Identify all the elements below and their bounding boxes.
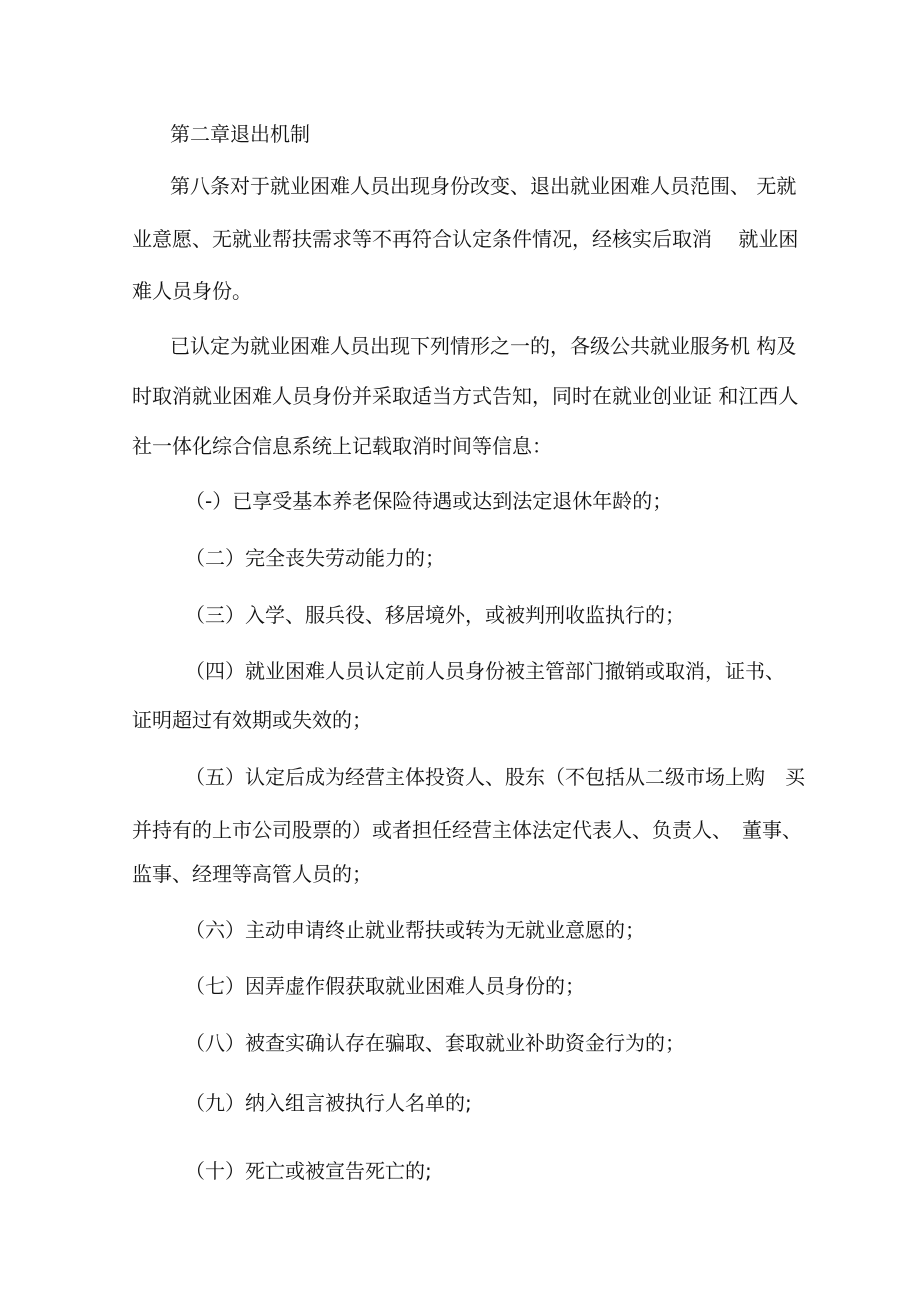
paragraph-line-1: 已认定为就业困难人员出现下列情形之一的，各级公共就业服务机 构及: [170, 334, 797, 358]
article-8-line-3: 难人员身份。: [132, 279, 252, 303]
list-item-1: （-）已享受基本养老保险待遇或达到法定退休年龄的；: [185, 489, 673, 513]
article-8-line-2: 业意愿、无就业帮扶需求等不再符合认定条件情况，经核实后取消 就业困: [132, 227, 799, 251]
list-item-3: （三）入学、服兵役、移居境外，或被判刑收监执行的；: [185, 603, 685, 627]
paragraph-line-2: 时取消就业困难人员身份并采取适当方式告知，同时在就业创业证 和江西人: [132, 384, 799, 408]
list-item-4-line-2: 证明超过有效期或失效的；: [132, 708, 372, 732]
list-item-7: （七）因弄虚作假获取就业困难人员身份的；: [185, 974, 585, 998]
chapter-heading: 第二章退出机制: [170, 122, 310, 146]
article-8-line-1: 第八条对于就业困难人员出现身份改变、退出就业困难人员范围、 无就: [170, 174, 797, 198]
list-item-9: （九）纳入组言被执行人名单的;: [185, 1091, 472, 1115]
paragraph-line-3: 社一体化综合信息系统上记载取消时间等信息：: [132, 434, 552, 458]
list-item-5-line-1: （五）认定后成为经营主体投资人、股东（不包括从二级市场上购 买: [185, 765, 805, 789]
list-item-10: （十）死亡或被宣告死亡的;: [185, 1159, 432, 1183]
list-item-4-line-1: （四）就业困难人员认定前人员身份被主管部门撤销或取消，证书、: [185, 659, 785, 683]
list-item-8: （八）被查实确认存在骗取、套取就业补助资金行为的；: [185, 1031, 685, 1055]
list-item-2: （二）完全丧失劳动能力的；: [185, 546, 445, 570]
list-item-6: （六）主动申请终止就业帮扶或转为无就业意愿的；: [185, 918, 645, 942]
list-item-5-line-2: 并持有的上市公司股票的）或者担任经营主体法定代表人、负责人、 董事、: [132, 818, 802, 842]
list-item-5-line-3: 监事、经理等高管人员的；: [132, 862, 372, 886]
